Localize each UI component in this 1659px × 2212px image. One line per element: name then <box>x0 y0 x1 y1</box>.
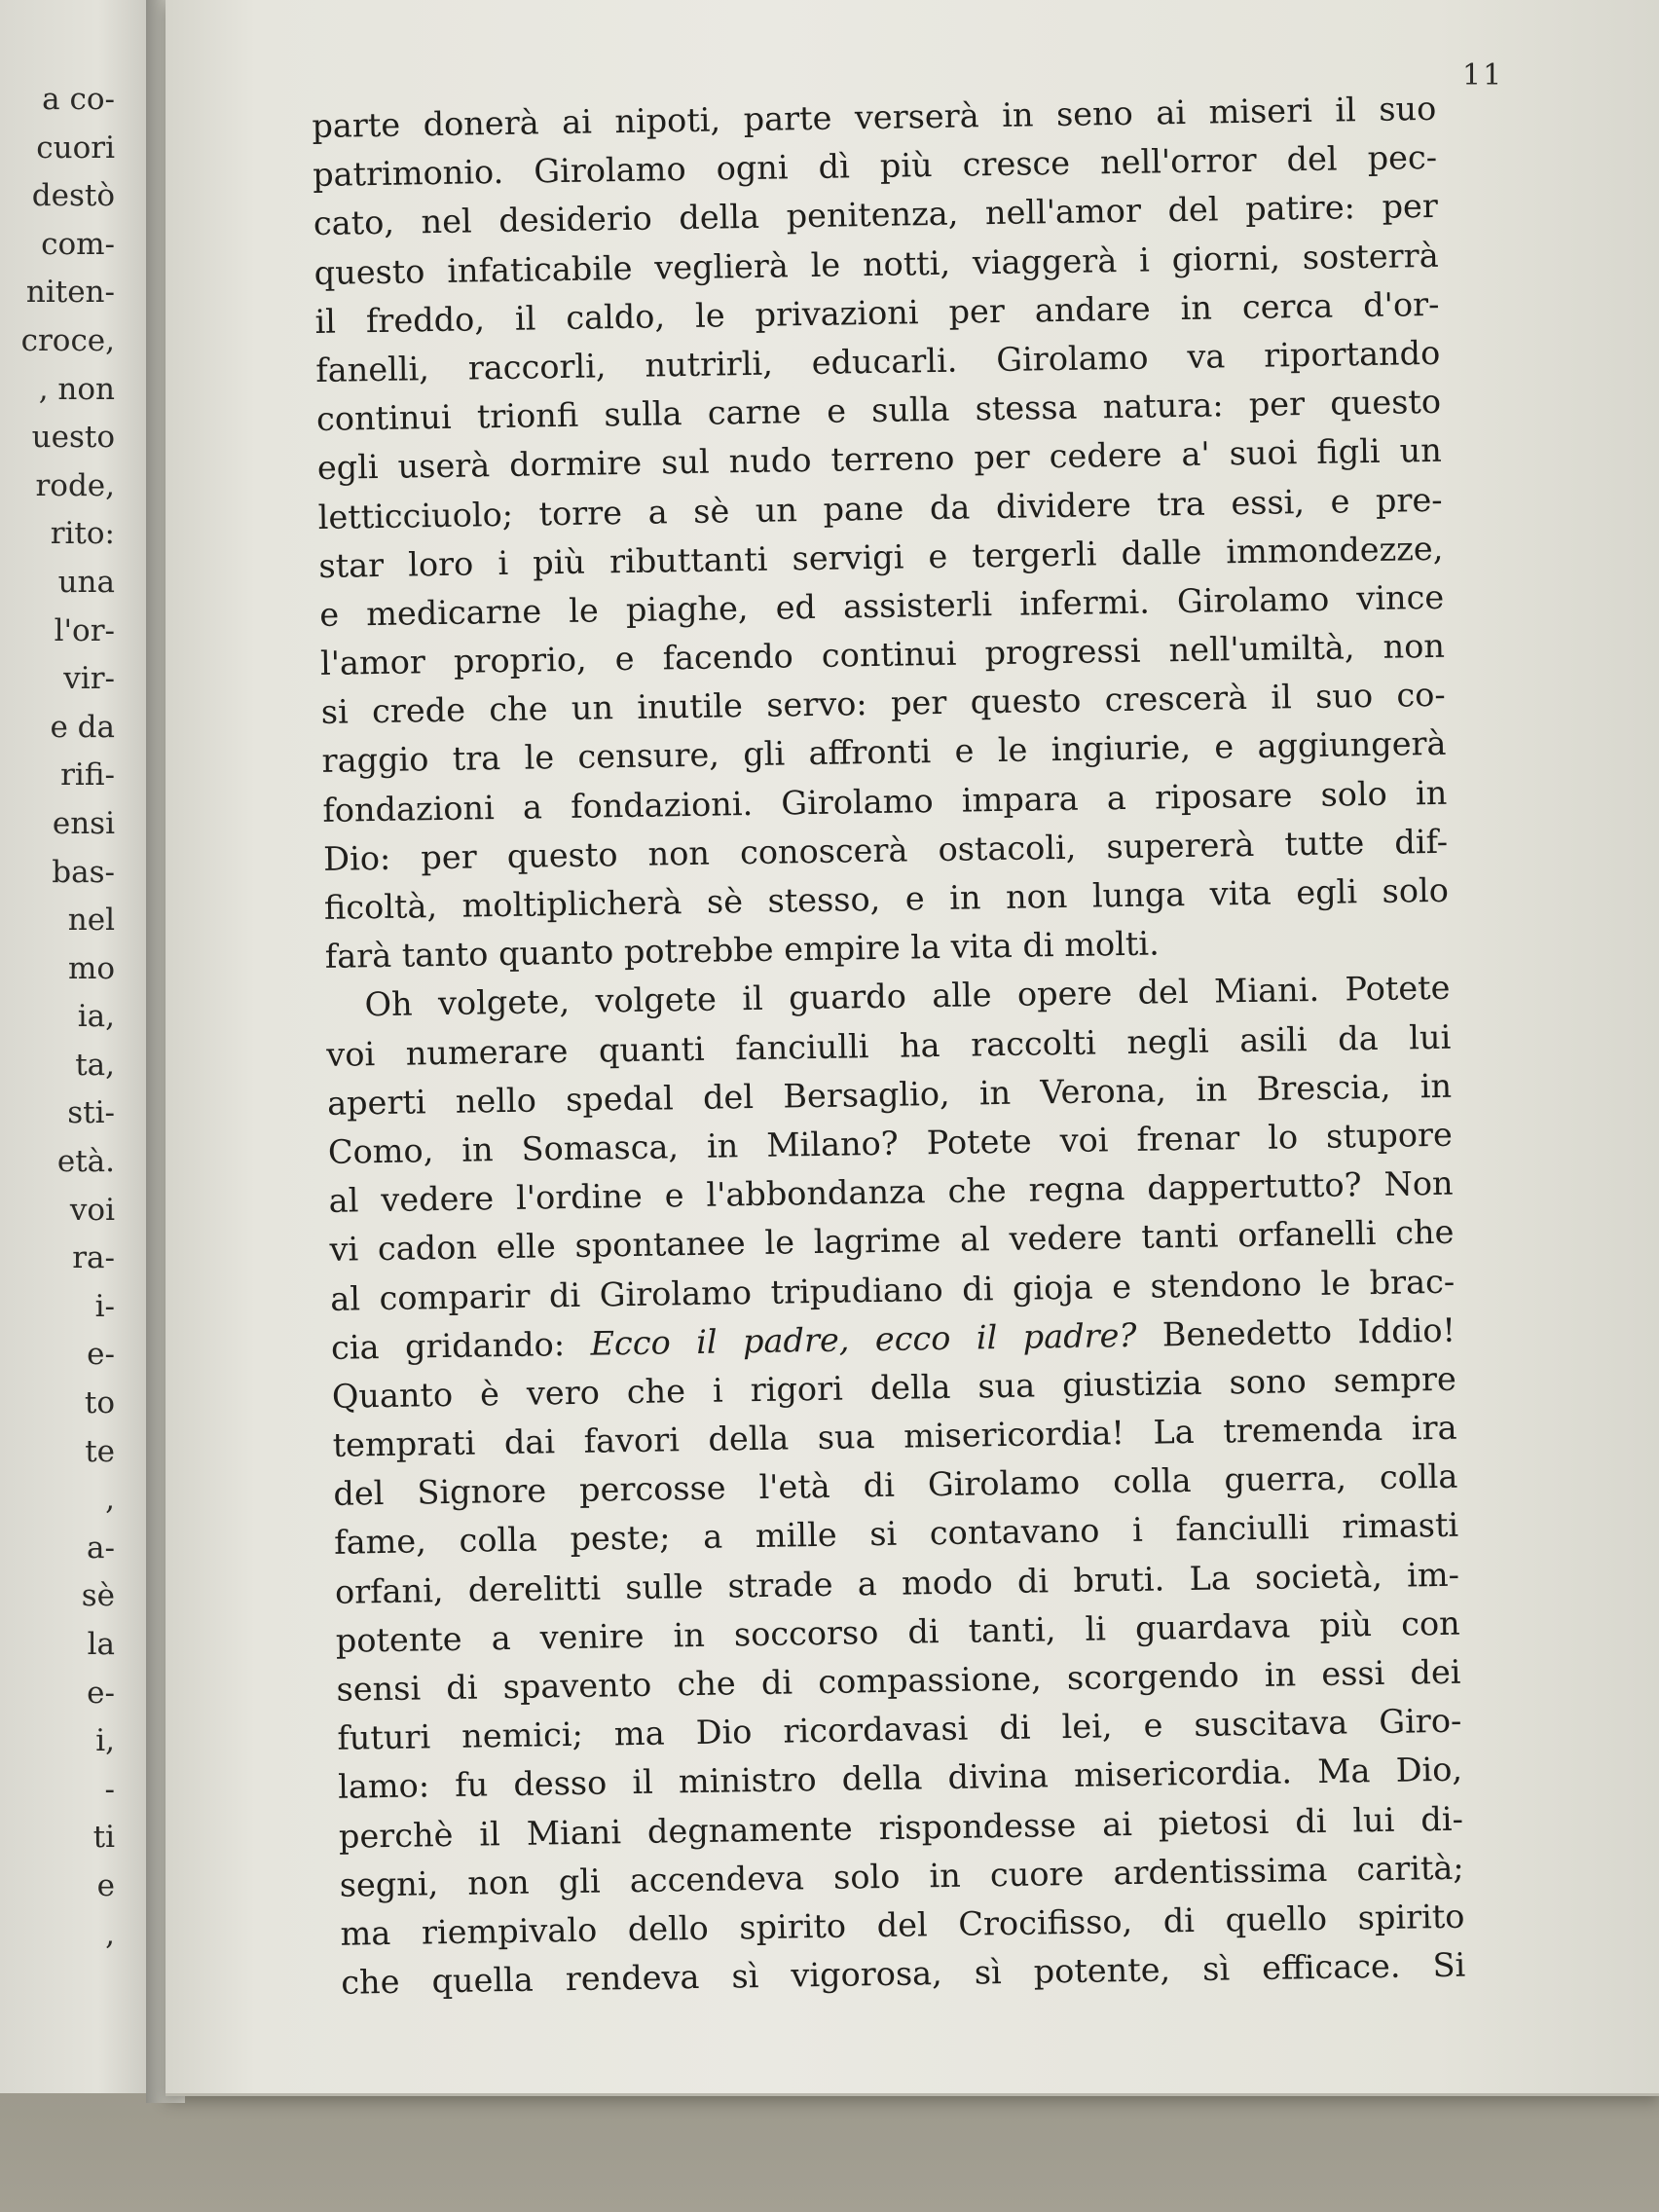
left-page-fragment: te <box>85 1433 115 1469</box>
left-page-fragment: la <box>87 1627 115 1662</box>
left-page-fragment: ta, <box>75 1047 115 1083</box>
text-line: potente a venire in soccorso di tanti, li guardava più con <box>335 1604 1460 1660</box>
text-line: Como, in Somasca, in Milano? Potete voi frenar lo stupore <box>327 1115 1454 1171</box>
page-number: 11 <box>1462 58 1504 92</box>
italic-line-prefix: cia gridando: <box>330 1324 566 1367</box>
text-line: farà tanto quanto potrebbe empire la vita di molti. <box>324 924 1160 977</box>
text-line: al vedere l'ordine e l'abbondanza che regna dappertutto? Non <box>328 1163 1454 1220</box>
text-line: del Signore percosse l'età di Girolamo colla guerra, colla <box>333 1456 1458 1514</box>
text-line: Quanto è vero che i rigori della sua giustizia sono sempre <box>331 1359 1457 1416</box>
text-line: sensi di spavento che di compassione, scorgendo in essi dei <box>336 1652 1461 1709</box>
left-page-fragment: ensi <box>52 805 115 841</box>
text-line: continui trionfi sulla carne e sulla stessa natura: per questo <box>315 382 1442 439</box>
left-page-fragment: voi <box>69 1192 115 1228</box>
left-page-fragment: e da <box>50 709 115 745</box>
text-line: questo infaticabile veglierà le notti, viaggerà i giorni, sosterrà <box>313 236 1439 292</box>
text-line: star loro i più ributtanti servigi e tergerli dalle immondezze, <box>318 529 1444 585</box>
text-line: voi numerare quanti fanciulli ha raccolti negli asili da lui <box>326 1017 1452 1074</box>
text-line: raggio tra le censure, gli affronti e le ingiurie, e aggiungerà <box>321 724 1447 781</box>
text-line: fondazioni a fondazioni. Girolamo impara a riposare solo in <box>322 773 1448 830</box>
left-page-fragment: uesto <box>31 420 115 456</box>
text-line: perchè il Miani degnamente rispondesse ai pietosi di lui di- <box>338 1799 1464 1856</box>
paragraph-2-lines-after-italic <box>331 1355 1465 2008</box>
left-page-fragment: i- <box>94 1288 115 1324</box>
left-page-fragment: sti- <box>67 1095 115 1131</box>
left-page-fragment: a co- <box>42 82 115 117</box>
left-page-fragment: e <box>96 1867 115 1903</box>
left-page-fragment: una <box>57 564 115 600</box>
left-page-fragment: cuori <box>36 129 115 166</box>
left-page-fragment: vir- <box>63 661 115 697</box>
left-page-fragment: mo <box>67 950 115 986</box>
left-page-fragment: - <box>104 1771 115 1807</box>
right-main-page <box>166 0 1659 2096</box>
italic-line-suffix: Benedetto Iddio! <box>1161 1310 1456 1354</box>
text-line: egli userà dormire sul nudo terreno per cedere a' suoi figli un <box>316 431 1443 488</box>
left-page-text-fragments <box>0 76 115 1959</box>
text-line: Oh volgete, volgete il guardo alle opere del Miani. Potete <box>364 969 1451 1024</box>
left-page-fragment: croce, <box>20 322 115 358</box>
left-page-fragment: l'or- <box>54 612 115 648</box>
left-page-fragment: ia, <box>77 999 115 1035</box>
text-line: Dio: per questo non conoscerà ostacoli, supererà tutte dif- <box>322 822 1449 878</box>
left-page-fragment: , <box>105 1482 115 1518</box>
text-line: fanelli, raccorli, nutrirli, educarli. Girolamo va riportando <box>315 333 1441 389</box>
left-page-fragment: bas- <box>52 854 115 890</box>
left-page-fragment: com- <box>41 226 115 262</box>
left-page-fragment: rito: <box>50 516 115 552</box>
italic-quote: Ecco il padre, ecco il padre? <box>590 1315 1137 1363</box>
left-page-fragment: i, <box>95 1723 115 1759</box>
text-line: si crede che un inutile servo: per questo crescerà il suo co- <box>320 676 1447 732</box>
text-line: l'amor proprio, e facendo continui progressi nell'umiltà, non <box>319 626 1446 682</box>
left-page-fragment: destò <box>31 178 115 214</box>
text-line: vi cadon elle spontanee le lagrime al vedere tanti orfanelli che <box>329 1213 1455 1270</box>
text-line: cato, nel desiderio della penitenza, nell'amor del patire: per <box>313 187 1439 243</box>
paragraph-2-lines-before-italic <box>326 1013 1456 1323</box>
paragraph-1 <box>312 85 1450 981</box>
left-page-fragment: ra- <box>72 1240 115 1276</box>
text-line: ma riempivalo dello spirito del Crocifisso, di quello spirito <box>340 1897 1465 1953</box>
text-line: orfani, derelitti sulle strade a modo di bruti. La società, im- <box>334 1555 1460 1611</box>
text-line: futuri nemici; ma Dio ricordavasi di lei, e suscitava Giro- <box>337 1701 1462 1757</box>
left-page-fragment: a- <box>87 1530 115 1566</box>
text-line: segni, non gli accendeva solo in cuore ardentissima carità; <box>339 1848 1464 1904</box>
left-page-fragment: , <box>105 1916 115 1952</box>
text-line: al comparir di Girolamo tripudiano di gioja e stendono le brac- <box>329 1262 1456 1318</box>
left-page-fragment: sè <box>81 1578 115 1614</box>
left-page-fragment: rode, <box>35 467 115 503</box>
text-line: aperti nello spedal del Bersaglio, in Verona, in Brescia, in <box>326 1066 1453 1123</box>
text-line: patrimonio. Girolamo ogni dì più cresce nell'orror del pec- <box>312 138 1438 195</box>
left-page-fragment: ti <box>92 1820 115 1856</box>
left-page-fragment: e- <box>87 1337 115 1373</box>
left-page-fragment: niten- <box>25 275 115 311</box>
text-line: parte donerà ai nipoti, parte verserà in seno ai miseri il suo <box>312 89 1437 145</box>
text-line: fame, colla peste; a mille si contavano i fanciulli rimasti <box>333 1506 1459 1563</box>
text-line: che quella rendeva sì vigorosa, sì potente, sì efficace. Si <box>341 1945 1466 2002</box>
left-page-fragment: nel <box>67 903 115 939</box>
left-facing-page <box>0 0 164 2093</box>
text-line: e medicarne le piaghe, ed assisterli infermi. Girolamo vince <box>318 577 1445 634</box>
text-line: il freddo, il caldo, le privazioni per andare in cerca d'or- <box>314 284 1440 341</box>
text-line: letticciuolo; torre a sè un pane da dividere tra essi, e pre- <box>317 480 1443 536</box>
text-line: lamo: fu desso il ministro della divina misericordia. Ma Dio, <box>337 1751 1463 1807</box>
text-line: ficoltà, moltiplicherà sè stesso, e in non lunga vita egli solo <box>323 870 1450 927</box>
left-page-fragment: , non <box>38 371 115 407</box>
paragraph-2 <box>325 964 1465 2008</box>
left-page-fragment: to <box>84 1385 115 1421</box>
left-page-fragment: e- <box>87 1675 115 1711</box>
page-body-text <box>312 85 1466 2008</box>
left-page-fragment: rifi- <box>60 757 115 793</box>
text-line: temprati dai favori della sua misericordia! La tremenda ira <box>332 1408 1457 1464</box>
left-page-fragment: età. <box>56 1144 115 1180</box>
